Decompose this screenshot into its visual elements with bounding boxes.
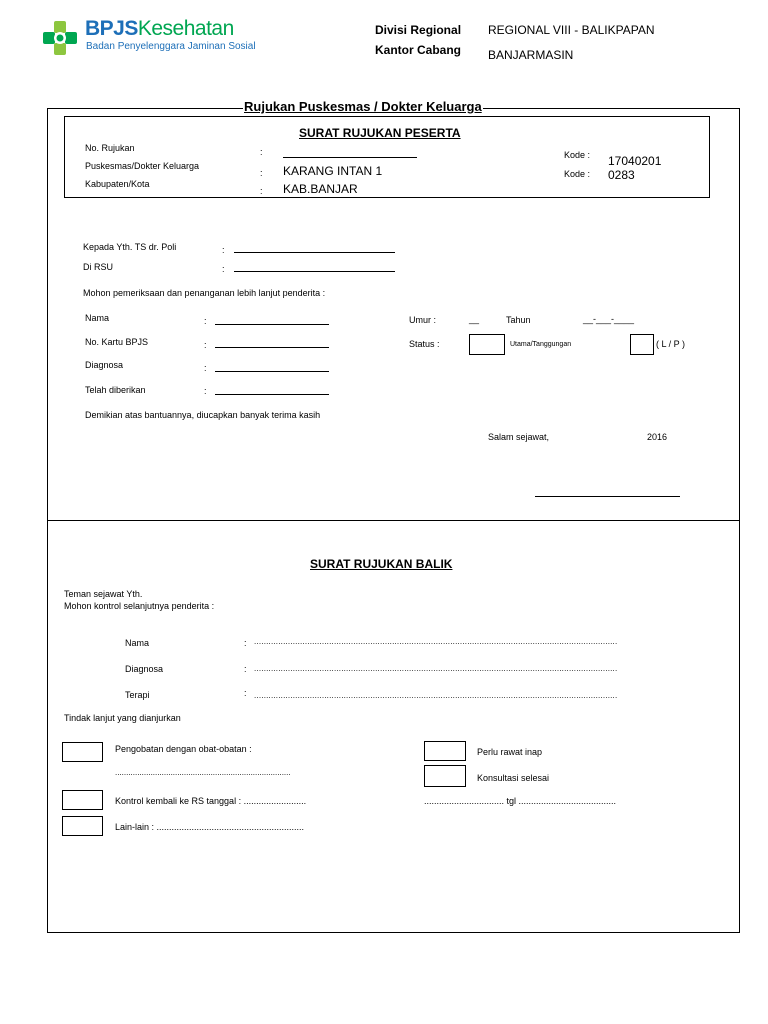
divisi-label: Divisi Regional (375, 23, 462, 37)
kantor-label: Kantor Cabang (375, 43, 462, 57)
form-frame-bottom (47, 519, 740, 933)
kontrol-checkbox[interactable] (62, 790, 103, 810)
bpjs-emblem-icon (42, 20, 78, 56)
telah-field[interactable] (215, 394, 329, 395)
puskesmas-colon: : (260, 168, 263, 178)
kantor-value: BANJARMASIN (488, 48, 574, 62)
no-rujukan-colon: : (260, 147, 263, 157)
tahun-label: Tahun (506, 315, 531, 325)
nama-field[interactable] (215, 324, 329, 325)
kontrol-text[interactable]: Kontrol kembali ke RS tanggal : ......................... (115, 796, 307, 806)
telah-colon: : (204, 386, 207, 396)
kepada-label: Kepada Yth. TS dr. Poli (83, 242, 177, 252)
diagnosa-colon: : (204, 363, 207, 373)
logo-brand-bpjs: BPJS (85, 17, 138, 40)
tindak-text: Tindak lanjut yang dianjurkan (64, 713, 181, 723)
perlu-rawat-inap-checkbox[interactable] (424, 741, 466, 761)
tahun-value[interactable]: __-___-____ (583, 314, 635, 324)
di-rsu-field[interactable] (234, 271, 395, 272)
salam-text: Salam sejawat, (488, 432, 550, 442)
kode-label-2: Kode : (564, 169, 591, 179)
telah-label: Telah diberikan (85, 385, 146, 395)
tgl-text[interactable]: ................................ tgl ....................................... (424, 796, 617, 806)
nama-colon: : (204, 316, 207, 326)
balik-nama-label: Nama (125, 638, 150, 648)
nama-label: Nama (85, 313, 110, 323)
kabupaten-value: KAB.BANJAR (283, 182, 358, 196)
konsultasi-selesai-checkbox[interactable] (424, 765, 466, 787)
kartu-colon: : (204, 340, 207, 350)
pengobatan-text: Pengobatan dengan obat-obatan : (115, 744, 252, 754)
kartu-field[interactable] (215, 347, 329, 348)
balik-nama-colon: : (244, 638, 247, 648)
year-text: 2016 (647, 432, 668, 442)
gender-option-text: ( L / P ) (656, 339, 686, 349)
balik-diagnosa-label: Diagnosa (125, 664, 164, 674)
konsultasi-selesai-text: Konsultasi selesai (477, 773, 550, 783)
puskesmas-label: Puskesmas/Dokter Keluarga (85, 161, 200, 171)
no-rujukan-field[interactable] (283, 157, 417, 158)
balik-title: SURAT RUJUKAN BALIK (310, 557, 453, 571)
gender-checkbox[interactable] (630, 334, 654, 355)
kartu-label: No. Kartu BPJS (85, 337, 149, 347)
umur-label: Umur : (409, 315, 436, 325)
balik-terapi-colon: : (244, 688, 247, 698)
divisi-value: REGIONAL VIII - BALIKPAPAN (488, 23, 655, 37)
pengobatan-dots[interactable]: ............................................................................... (115, 768, 291, 777)
no-rujukan-label: No. Rujukan (85, 143, 135, 153)
mohon-kontrol-text: Mohon kontrol selanjutnya penderita : (64, 601, 215, 611)
diagnosa-label: Diagnosa (85, 360, 124, 370)
status-checkbox[interactable] (469, 334, 505, 355)
di-rsu-colon: : (222, 264, 225, 274)
teman-text: Teman sejawat Yth. (64, 589, 143, 599)
lain-text[interactable]: Lain-lain : ........................................................... (115, 822, 305, 832)
demikian-text: Demikian atas bantuannya, diucapkan banyak terima kasih (85, 410, 321, 420)
status-option-text: Utama/Tanggungan (510, 341, 572, 348)
kabupaten-label: Kabupaten/Kota (85, 179, 150, 189)
balik-terapi-dots[interactable]: ...................................................................................................................................................... (254, 691, 618, 700)
balik-nama-dots[interactable]: ...................................................................................................................................................... (254, 637, 618, 646)
form-title: Rujukan Puskesmas / Dokter Keluarga (244, 99, 482, 114)
kepada-field[interactable] (234, 252, 395, 253)
puskesmas-value: KARANG INTAN 1 (283, 164, 383, 178)
logo-tagline: Badan Penyelenggara Jaminan Sosial (86, 41, 256, 52)
signature-line[interactable] (535, 496, 680, 497)
kode-value-1: 17040201 (608, 154, 662, 168)
balik-terapi-label: Terapi (125, 690, 150, 700)
pengobatan-checkbox[interactable] (62, 742, 103, 762)
logo-brand-kesehatan: Kesehatan (137, 17, 234, 40)
lain-checkbox[interactable] (62, 816, 103, 836)
status-label: Status : (409, 339, 440, 349)
mohon-text: Mohon pemeriksaan dan penanganan lebih lanjut penderita : (83, 288, 326, 298)
kode-label-1: Kode : (564, 150, 591, 160)
di-rsu-label: Di RSU (83, 262, 114, 272)
perlu-rawat-inap-text: Perlu rawat inap (477, 747, 543, 757)
balik-diagnosa-dots[interactable]: ...................................................................................................................................................... (254, 664, 618, 673)
diagnosa-field[interactable] (215, 371, 329, 372)
peserta-title: SURAT RUJUKAN PESERTA (299, 126, 461, 140)
kepada-colon: : (222, 245, 225, 255)
umur-value[interactable]: __ (469, 314, 480, 324)
kode-value-2: 0283 (608, 168, 635, 182)
balik-diagnosa-colon: : (244, 664, 247, 674)
kabupaten-colon: : (260, 186, 263, 196)
